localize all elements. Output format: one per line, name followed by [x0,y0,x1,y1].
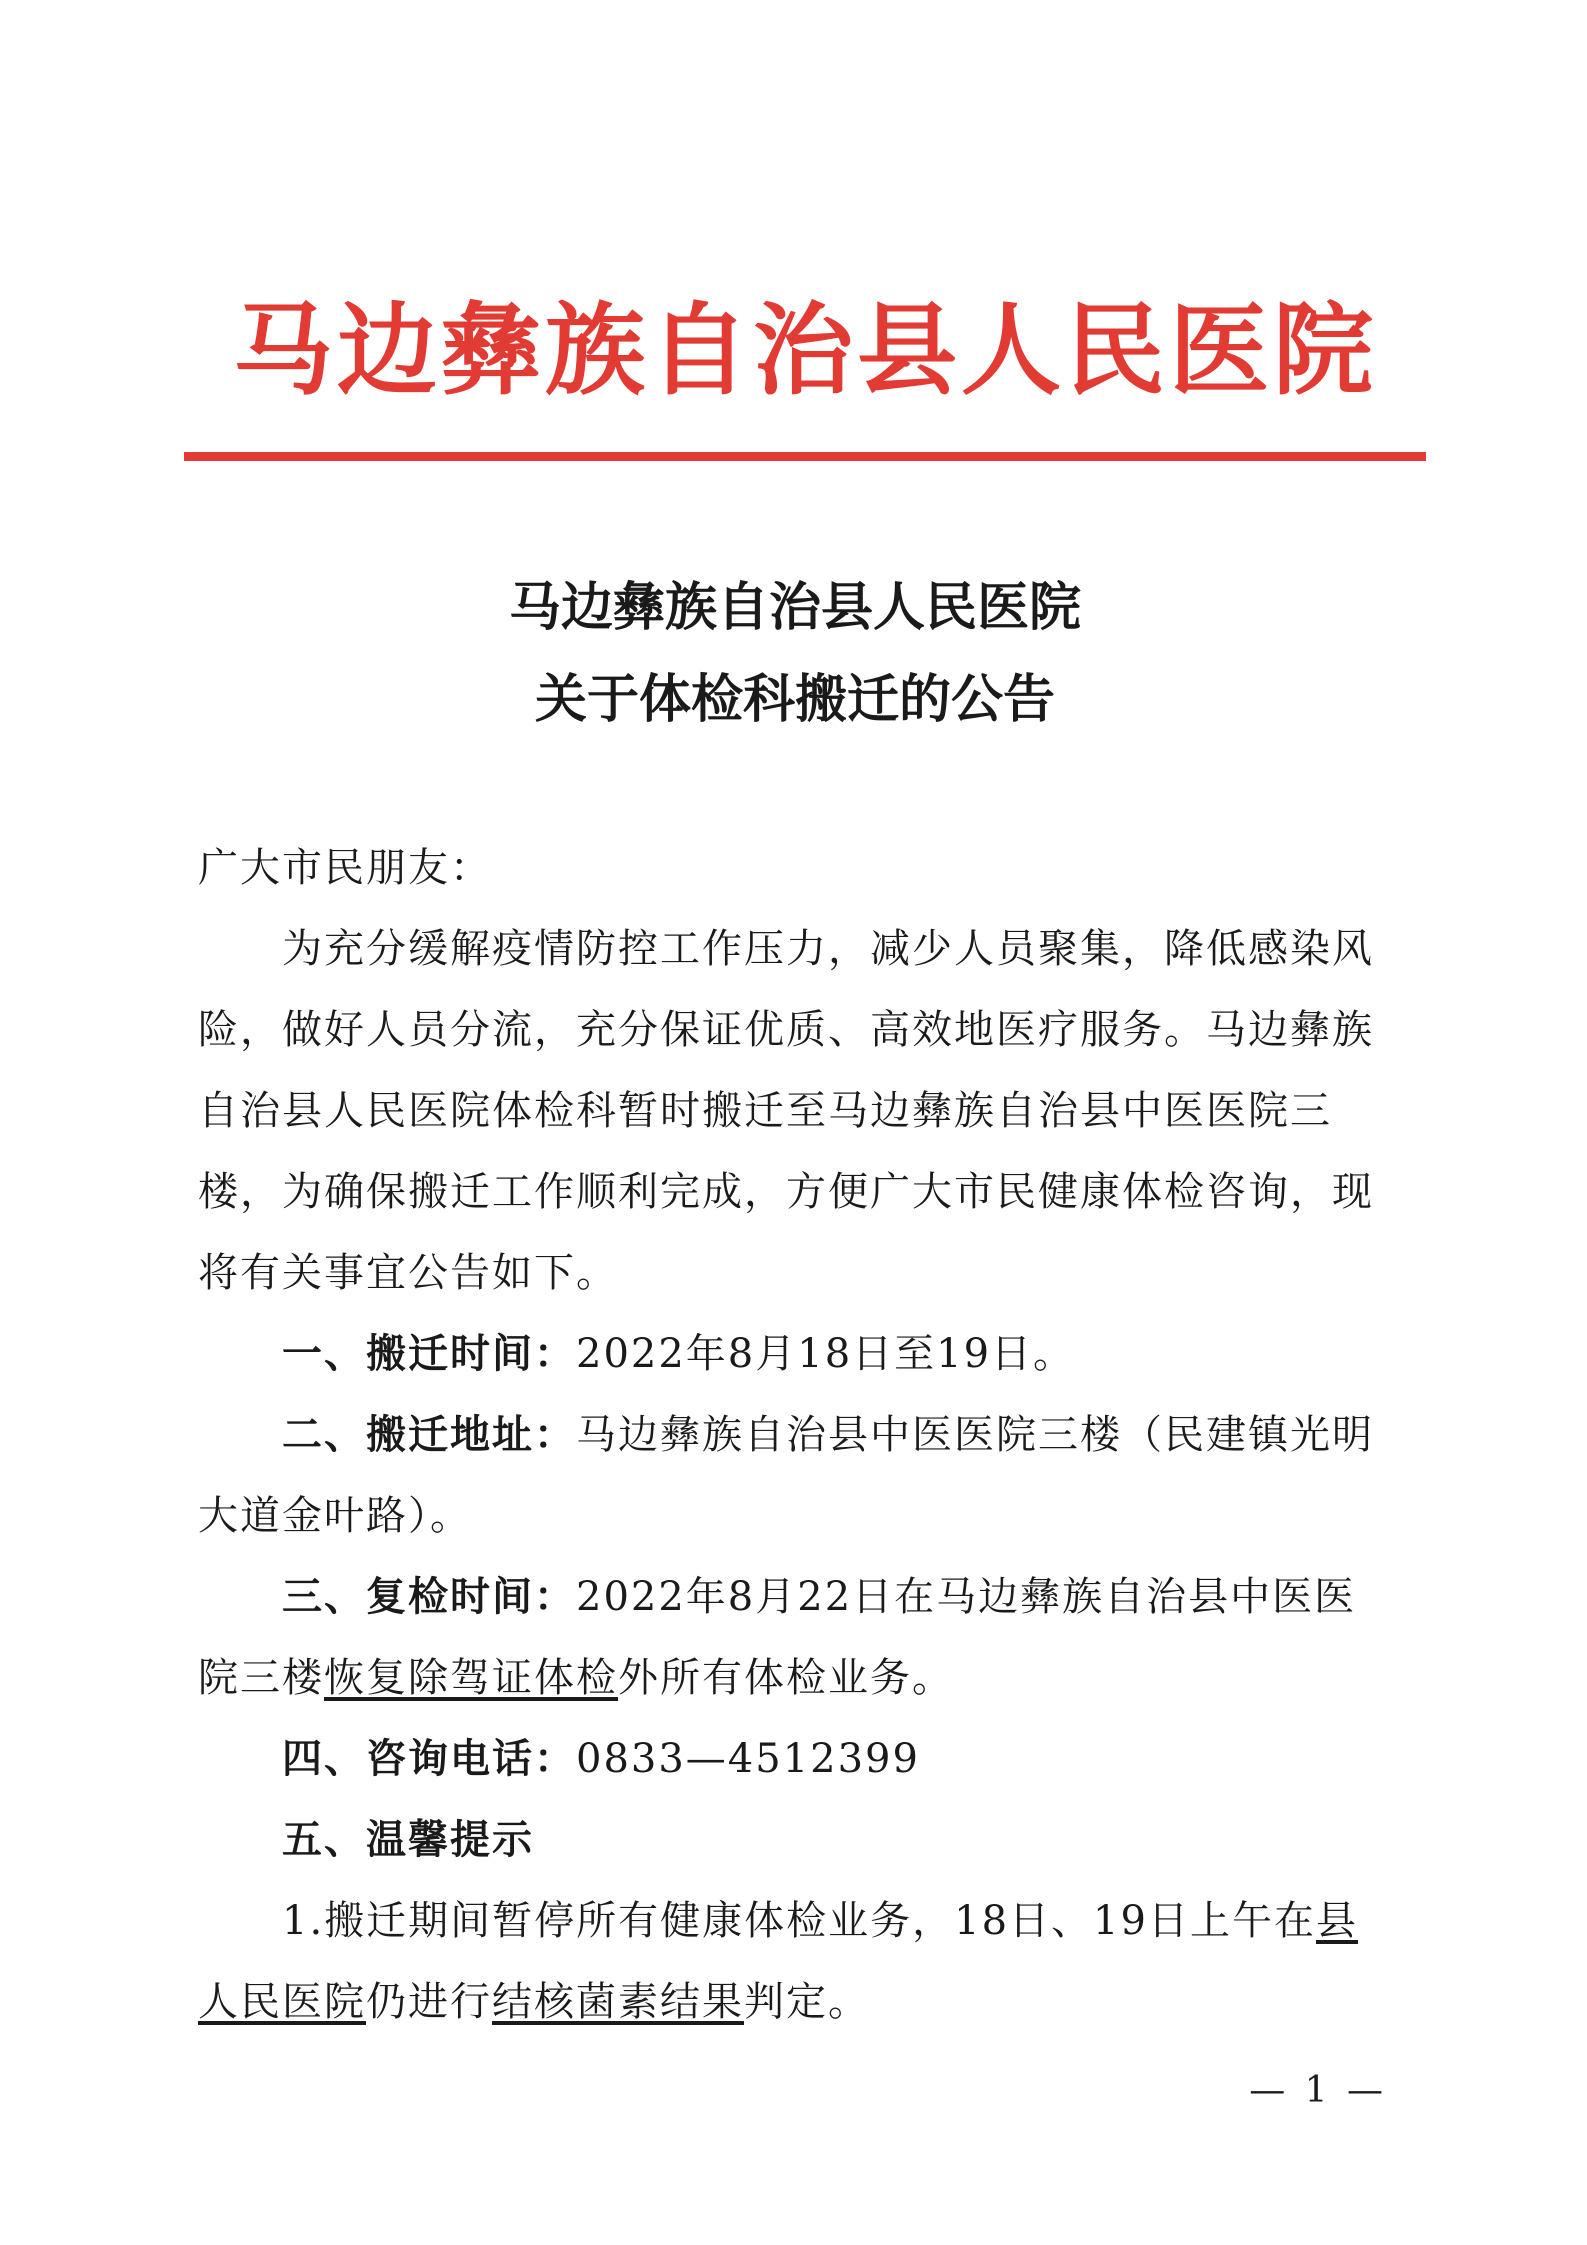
salutation: 广大市民朋友： [198,845,492,891]
tip1-underlined-tb-result: 结核菌素结果 [492,1979,744,2025]
item3-label: 三、复检时间： [282,1574,576,1620]
item3-text-a: 2022年8月22日在马边彝族自治县中医医院三楼 [198,1574,1357,1701]
tip-1 [198,1881,1396,2043]
masthead-org-name: 马边彝族自治县人民医院 [233,291,1377,409]
tip1-underlined-hospital: 县人民医院 [198,1898,1358,2025]
item-tips [198,1800,1396,1881]
tip1-text-c: 判定。 [744,1979,870,2025]
item4-text: 0833—4512399 [576,1736,920,1782]
title-line-2: 关于体检科搬迁的公告 [534,669,1055,730]
item-consult-phone [198,1719,1396,1800]
item5-label: 五、温馨提示 [282,1817,534,1863]
document-body [198,828,1396,2043]
item3-text-b: 外所有体检业务。 [618,1655,954,1701]
item-relocation-time [198,1314,1396,1395]
item2-text: 马边彝族自治县中医医院三楼（民建镇光明大道金叶路）。 [198,1412,1374,1539]
tip1-text-a: 1.搬迁期间暂停所有健康体检业务，18日、19日上午在 [282,1898,1316,1944]
item3-text-underlined: 恢复除驾证体检 [324,1655,618,1701]
item1-label: 一、搬迁时间： [282,1331,576,1377]
tip1-text-b: 仍进行 [366,1979,492,2025]
intro-paragraph: 为充分缓解疫情防控工作压力，减少人员聚集，降低感染风险，做好人员分流，充分保证优质、高效地医疗服务。马边彝族自治县人民医院体检科暂时搬迁至马边彝族自治县中医医院三楼，为确保搬迁工作顺利完成，方便广大市民健康体检咨询，现将有关事宜公告如下。 [198,926,1374,1296]
item-resume-time [198,1557,1396,1719]
red-divider-rule [184,452,1426,461]
page-number: — 1 — [1249,2070,1387,2111]
item4-label: 四、咨询电话： [282,1736,576,1782]
title-line-1: 马边彝族自治县人民医院 [508,577,1081,638]
item2-label: 二、搬迁地址： [282,1412,576,1458]
item-relocation-address [198,1395,1396,1557]
document-title [190,562,1400,746]
item1-text: 2022年8月18日至19日。 [576,1331,1076,1377]
